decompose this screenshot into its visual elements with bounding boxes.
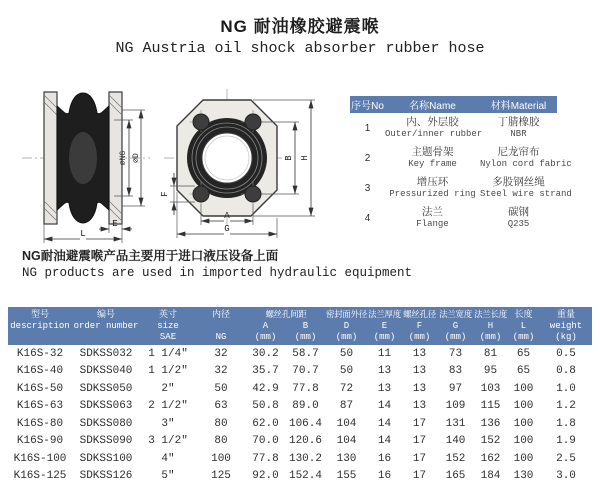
cell-b-mm: 89.0 <box>292 400 319 413</box>
part-name-zh: 内、外层胶 <box>406 116 459 128</box>
cell-weight-kg: 3.0 <box>556 470 576 483</box>
col-header-flange-width: 法兰宽度 G (mm) <box>439 309 472 342</box>
part-number: 2 <box>364 152 371 164</box>
spec-table-row <box>8 363 592 381</box>
cell-h-mm: 115 <box>480 400 501 413</box>
col-header-bore: 内径 NG <box>211 309 230 342</box>
dim-label-ng: ∅NG <box>119 150 128 166</box>
cell-l-mm: 130 <box>513 470 534 483</box>
part-material-zh: 碳钢 <box>508 206 529 218</box>
cell-a-mm: 35.7 <box>252 365 279 378</box>
dim-label-b: B <box>284 155 294 161</box>
cell-l-mm: 100 <box>513 435 534 448</box>
cell-order-number: SDKSS032 <box>79 347 133 360</box>
parts-table-row <box>350 143 572 173</box>
part-material-en: Steel wire strand <box>480 189 572 199</box>
cell-d-mm: 104 <box>336 417 357 430</box>
dim-label-e: E <box>112 219 118 229</box>
cell-bore-ng: 125 <box>211 470 231 483</box>
cell-a-mm: 30.2 <box>252 347 279 360</box>
cell-b-mm: 70.7 <box>292 365 319 378</box>
spec-table-row <box>8 433 592 451</box>
cell-l-mm: 100 <box>513 417 534 430</box>
parts-header-material: 材料Material <box>490 101 547 112</box>
cell-description: K16S-80 <box>16 417 64 430</box>
part-material-en: Nylon cord fabric <box>480 159 572 169</box>
cell-g-mm: 83 <box>448 365 463 378</box>
col-header-bolt-hole: 螺丝孔径 F (mm) <box>403 309 436 342</box>
cell-a-mm: 70.0 <box>252 435 279 448</box>
cell-d-mm: 130 <box>336 452 357 465</box>
cell-g-mm: 152 <box>445 452 466 465</box>
spec-table-row <box>8 398 592 416</box>
cell-a-mm: 50.8 <box>252 400 279 413</box>
flange-front-view <box>160 89 315 238</box>
cell-size-inch: 2″ <box>161 382 175 395</box>
parts-table-header <box>350 96 557 113</box>
cell-g-mm: 109 <box>445 400 466 413</box>
col-header-weight: 重量 weight (kg) <box>549 309 583 342</box>
cell-weight-kg: 1.8 <box>556 417 576 430</box>
cell-b-mm: 106.4 <box>288 417 322 430</box>
dim-label-h: H <box>300 155 310 161</box>
part-name-en: Key frame <box>408 159 457 169</box>
cell-order-number: SDKSS050 <box>79 382 133 395</box>
cell-l-mm: 65 <box>516 347 531 360</box>
col-header-model: 型号 description <box>10 309 70 331</box>
part-name <box>385 206 480 230</box>
cell-bore-ng: 80 <box>214 435 228 448</box>
part-name-en: Pressurized ring <box>389 189 476 199</box>
part-material <box>480 116 557 140</box>
cell-d-mm: 50 <box>339 365 354 378</box>
page-title: NG 耐油橡胶避震喉 <box>220 17 380 36</box>
parts-table-row <box>350 203 557 233</box>
cell-a-mm: 42.9 <box>252 382 279 395</box>
part-name-zh: 法兰 <box>422 206 443 218</box>
cell-h-mm: 103 <box>480 382 501 395</box>
cell-bore-ng: 32 <box>214 347 228 360</box>
cell-description: K16S-40 <box>16 365 64 378</box>
cell-e-mm: 14 <box>377 417 392 430</box>
dim-label-l: L <box>80 229 86 239</box>
parts-header-no: 序号No <box>351 101 384 112</box>
parts-table <box>350 96 572 233</box>
spec-table-row <box>8 345 592 363</box>
cell-weight-kg: 2.5 <box>556 452 576 465</box>
cell-description: K16S-50 <box>16 382 64 395</box>
cell-e-mm: 11 <box>377 347 392 360</box>
cell-d-mm: 72 <box>339 382 354 395</box>
part-number: 4 <box>364 212 371 224</box>
cell-e-mm: 16 <box>377 452 392 465</box>
cell-f-mm: 17 <box>412 452 427 465</box>
cell-description: K16S-125 <box>13 470 67 483</box>
cell-b-mm: 77.8 <box>292 382 319 395</box>
col-header-seal-od: 密封面外径 D (mm) <box>326 309 368 342</box>
cell-order-number: SDKSS100 <box>79 452 133 465</box>
cell-weight-kg: 1.9 <box>556 435 576 448</box>
cell-e-mm: 16 <box>377 470 392 483</box>
cell-size-inch: 1 1/2″ <box>148 365 188 378</box>
cell-l-mm: 65 <box>516 365 531 378</box>
part-material-en: Q235 <box>507 219 530 229</box>
cell-description: K16S-100 <box>13 452 67 465</box>
cell-weight-kg: 0.8 <box>556 365 576 378</box>
cell-b-mm: 120.6 <box>288 435 322 448</box>
cell-h-mm: 95 <box>483 365 498 378</box>
cell-d-mm: 155 <box>336 470 357 483</box>
cell-f-mm: 17 <box>412 435 427 448</box>
page-subtitle: NG Austria oil shock absorber rubber hose <box>115 40 485 57</box>
cell-g-mm: 97 <box>448 382 463 395</box>
cell-order-number: SDKSS040 <box>79 365 133 378</box>
cell-e-mm: 13 <box>377 365 392 378</box>
cell-f-mm: 13 <box>412 400 427 413</box>
cell-order-number: SDKSS063 <box>79 400 133 413</box>
col-header-length: 长度 L (mm) <box>512 309 535 342</box>
spec-table-row <box>8 468 592 486</box>
cell-order-number: SDKSS080 <box>79 417 133 430</box>
part-material-zh: 多股钢丝绳 <box>492 176 545 188</box>
col-header-order: 编号 order number <box>73 309 139 331</box>
dim-label-g: G <box>224 224 230 234</box>
cell-size-inch: 3 1/2″ <box>148 435 188 448</box>
dim-label-f: F <box>160 191 170 197</box>
cell-d-mm: 50 <box>339 347 354 360</box>
cell-size-inch: 2 1/2″ <box>148 400 188 413</box>
cell-bore-ng: 80 <box>214 417 228 430</box>
cell-a-mm: 77.8 <box>252 452 279 465</box>
cell-h-mm: 162 <box>480 452 501 465</box>
rubber-joint-side-view <box>22 92 150 243</box>
cell-bore-ng: 100 <box>211 452 231 465</box>
cell-order-number: SDKSS126 <box>79 470 133 483</box>
cell-description: K16S-63 <box>16 400 64 413</box>
cell-b-mm: 130.2 <box>288 452 322 465</box>
cell-h-mm: 81 <box>483 347 498 360</box>
cell-a-mm: 62.0 <box>252 417 279 430</box>
part-material <box>480 176 572 200</box>
dim-label-a: A <box>224 211 230 221</box>
technical-drawing <box>14 86 344 246</box>
part-name-en: Flange <box>416 219 449 229</box>
parts-table-row <box>350 113 557 143</box>
cell-h-mm: 184 <box>480 470 501 483</box>
cell-e-mm: 14 <box>377 400 392 413</box>
cell-f-mm: 13 <box>412 365 427 378</box>
cell-e-mm: 14 <box>377 435 392 448</box>
col-header-bolt-pitch: 螺丝孔间距 A (mm) B (mm) <box>254 309 317 342</box>
cell-size-inch: 1 1/4″ <box>148 347 188 360</box>
cell-bore-ng: 50 <box>214 382 228 395</box>
cell-order-number: SDKSS090 <box>79 435 133 448</box>
cell-a-mm: 92.0 <box>252 470 279 483</box>
part-material-en: NBR <box>510 129 527 139</box>
cell-l-mm: 100 <box>513 382 534 395</box>
cell-weight-kg: 1.2 <box>556 400 576 413</box>
part-name <box>385 146 480 170</box>
part-material-zh: 尼龙帘布 <box>497 146 540 158</box>
cell-d-mm: 104 <box>336 435 357 448</box>
note-line-en: NG products are used in imported hydraulic equipment <box>22 266 413 280</box>
parts-header-name: 名称Name <box>409 101 456 112</box>
part-material <box>480 146 572 170</box>
cell-g-mm: 140 <box>445 435 466 448</box>
spec-table-row <box>8 450 592 468</box>
part-number: 3 <box>364 182 371 194</box>
dim-label-d: ∅D <box>132 153 141 163</box>
parts-table-row <box>350 173 572 203</box>
part-material-zh: 丁腈橡胶 <box>497 116 540 128</box>
cell-h-mm: 152 <box>480 435 501 448</box>
part-name <box>385 116 483 140</box>
cell-l-mm: 100 <box>513 400 534 413</box>
cell-bore-ng: 32 <box>214 365 228 378</box>
part-name-zh: 主题骨架 <box>411 146 454 158</box>
cell-g-mm: 73 <box>448 347 463 360</box>
cell-b-mm: 152.4 <box>288 470 322 483</box>
cell-size-inch: 5″ <box>161 470 175 483</box>
spec-table <box>8 307 592 485</box>
cell-h-mm: 136 <box>480 417 501 430</box>
part-name-zh: 增压环 <box>416 176 449 188</box>
cell-size-inch: 4″ <box>161 452 175 465</box>
cell-l-mm: 100 <box>513 452 534 465</box>
col-header-flange-length: 法兰长度 H (mm) <box>474 309 507 342</box>
part-name-en: Outer/inner rubber <box>385 129 483 139</box>
cell-description: K16S-90 <box>16 435 64 448</box>
cell-bore-ng: 63 <box>214 400 228 413</box>
spec-table-row <box>8 415 592 433</box>
cell-d-mm: 87 <box>339 400 354 413</box>
cell-f-mm: 13 <box>412 382 427 395</box>
part-number: 1 <box>364 122 371 134</box>
col-header-flange-thickness: 法兰厚度 E (mm) <box>368 309 401 342</box>
cell-g-mm: 165 <box>445 470 466 483</box>
note-line-zh: NG耐油避震喉产品主要用于进口液压设备上面 <box>22 249 279 263</box>
col-header-size: 英寸 size SAE <box>157 309 179 342</box>
spec-table-header <box>8 307 592 345</box>
cell-f-mm: 13 <box>412 347 427 360</box>
part-material <box>480 206 557 230</box>
cell-b-mm: 58.7 <box>292 347 319 360</box>
cell-weight-kg: 0.5 <box>556 347 576 360</box>
part-name <box>385 176 480 200</box>
cell-description: K16S-32 <box>16 347 64 360</box>
spec-table-row <box>8 380 592 398</box>
cell-e-mm: 13 <box>377 382 392 395</box>
cell-size-inch: 3″ <box>161 417 175 430</box>
cell-g-mm: 131 <box>445 417 466 430</box>
cell-weight-kg: 1.0 <box>556 382 576 395</box>
cell-f-mm: 17 <box>412 470 427 483</box>
cell-f-mm: 17 <box>412 417 427 430</box>
